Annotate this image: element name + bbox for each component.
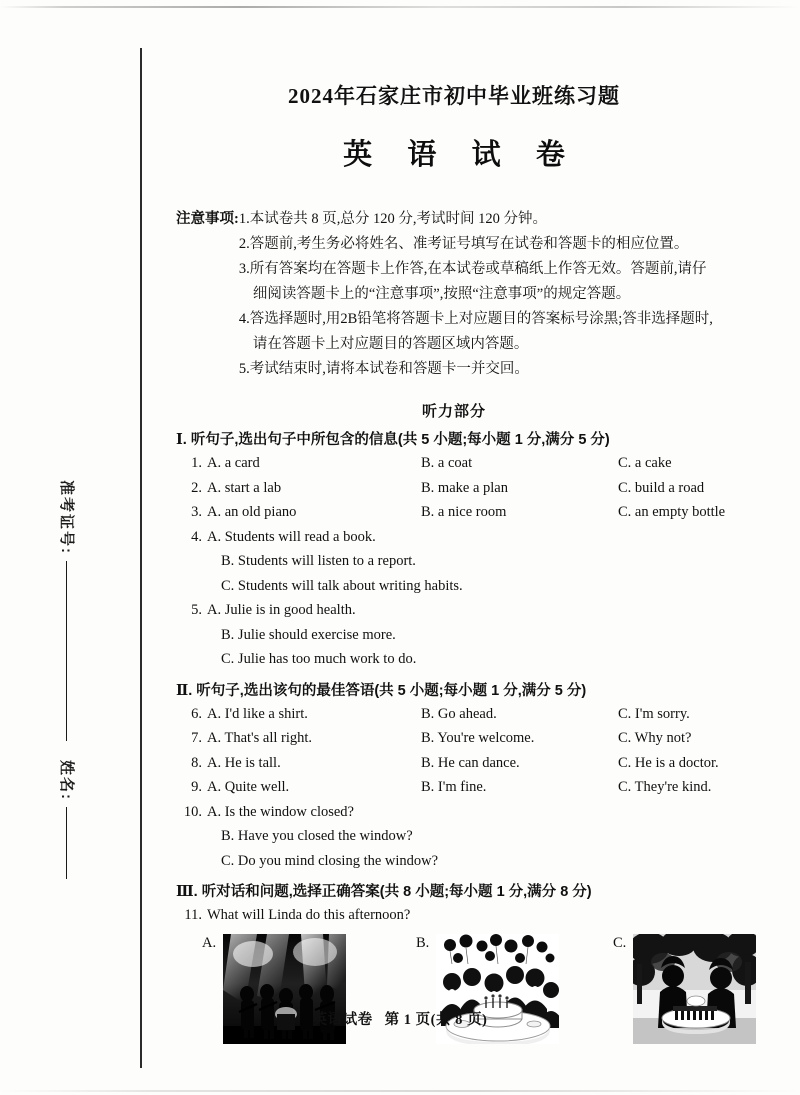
question-row bbox=[176, 451, 732, 476]
question-number: 5. bbox=[191, 602, 202, 618]
question-row bbox=[176, 726, 732, 751]
option-c[interactable]: C. He is a doctor. bbox=[618, 754, 719, 771]
instruction-item bbox=[239, 257, 732, 282]
option-a[interactable]: A. He is tall. bbox=[207, 754, 281, 771]
instructions-list bbox=[239, 207, 732, 382]
section-title-3: . 听对话和问题,选择正确答案(共 8 小题;每小题 1 分,满分 8 分) bbox=[193, 884, 592, 900]
question-row bbox=[176, 500, 732, 525]
exam-number-rule bbox=[66, 561, 67, 741]
option-c[interactable]: C. Julie has too much work to do. bbox=[221, 651, 417, 667]
option-b[interactable]: B. I'm fine. bbox=[421, 779, 487, 795]
instruction-text: 答选择题时,用2B铅笔将答题卡上对应题目的答案标号涂黑;答非选择题时, bbox=[249, 311, 713, 327]
instruction-item bbox=[239, 232, 732, 257]
binding-seal-line bbox=[140, 48, 142, 1068]
instruction-text: 所有答案均在答题卡上作答,在本试卷或草稿纸上作答无效。答题前,请仔 bbox=[249, 261, 707, 277]
exam-content bbox=[176, 0, 732, 1044]
picture-letter-b: B. bbox=[416, 934, 430, 951]
section-title-1: . 听句子,选出句子中所包含的信息(共 5 小题;每小题 1 分,满分 5 分) bbox=[182, 432, 610, 448]
page-footer bbox=[0, 1008, 800, 1029]
student-name-field[interactable] bbox=[57, 760, 78, 879]
instructions-block bbox=[176, 207, 732, 382]
instruction-continuation: 细阅读答题卡上的“注意事项”,按照“注意事项”的规定答题。 bbox=[252, 286, 631, 302]
option-a[interactable]: A. start a lab bbox=[207, 479, 282, 496]
section-title-2: . 听句子,选出该句的最佳答语(共 5 小题;每小题 1 分,满分 5 分) bbox=[188, 682, 587, 699]
question-number: 4. bbox=[191, 528, 202, 545]
option-c[interactable]: C. Why not? bbox=[618, 730, 692, 746]
question-number: 6. bbox=[191, 705, 202, 722]
footer-page-number: 第 1 页(共 8 页) bbox=[384, 1012, 488, 1028]
option-b[interactable]: B. a nice room bbox=[421, 504, 507, 520]
option-a[interactable]: A. an old piano bbox=[207, 504, 297, 520]
instruction-item bbox=[239, 207, 732, 232]
footer-subject: 英语试卷 bbox=[312, 1012, 373, 1028]
option-c[interactable]: C. I'm sorry. bbox=[618, 705, 690, 722]
instruction-continuation: 请在答题卡上对应题目的答题区域内答题。 bbox=[252, 336, 529, 352]
instruction-item bbox=[239, 357, 732, 382]
option-b[interactable]: B. a coat bbox=[421, 455, 473, 471]
question-number: 7. bbox=[191, 730, 202, 746]
picture-letter-c: C. bbox=[613, 934, 627, 951]
option-b[interactable]: B. Julie should exercise more. bbox=[221, 626, 396, 643]
instructions-label: 注意事项: bbox=[176, 211, 239, 227]
instruction-item bbox=[239, 307, 732, 332]
option-c[interactable]: C. a cake bbox=[618, 455, 672, 471]
instruction-text: 答题前,考生务必将姓名、准考证号填写在试卷和答题卡的相应位置。 bbox=[249, 236, 689, 252]
option-a[interactable]: A. Is the window closed? bbox=[207, 803, 354, 820]
option-c[interactable]: C. They're kind. bbox=[618, 779, 712, 795]
listening-part-heading: 听力部分 bbox=[421, 403, 486, 420]
option-b[interactable]: B. Go ahead. bbox=[421, 705, 497, 722]
instruction-text: 本试卷共 8 页,总分 120 分,考试时间 120 分钟。 bbox=[249, 211, 547, 227]
question-row bbox=[176, 476, 732, 501]
option-b[interactable]: B. He can dance. bbox=[421, 754, 520, 771]
section-heading-1 bbox=[176, 428, 732, 449]
option-a[interactable]: A. Quite well. bbox=[207, 779, 290, 795]
instruction-number: 5. bbox=[238, 361, 250, 377]
instruction-number: 1. bbox=[238, 211, 250, 227]
option-b[interactable]: B. make a plan bbox=[421, 479, 508, 496]
option-a[interactable]: A. Julie is in good health. bbox=[207, 602, 356, 618]
section-numeral-2: Ⅱ bbox=[176, 682, 189, 699]
section-numeral-1: Ⅰ bbox=[176, 432, 183, 448]
option-c[interactable]: C. an empty bottle bbox=[618, 504, 726, 520]
question-number: 3. bbox=[191, 504, 202, 520]
question-row bbox=[176, 751, 732, 776]
question-number: 9. bbox=[191, 779, 202, 795]
question-row bbox=[176, 702, 732, 727]
scan-edge-bottom bbox=[0, 1090, 800, 1092]
question-number: 8. bbox=[191, 754, 202, 771]
question-row bbox=[176, 598, 732, 672]
question-row bbox=[176, 800, 732, 874]
option-a[interactable]: A. a card bbox=[207, 455, 260, 471]
picture-letter-a: A. bbox=[202, 934, 217, 951]
section-heading-2 bbox=[176, 679, 732, 700]
instruction-text: 考试结束时,请将本试卷和答题卡一并交回。 bbox=[249, 361, 529, 377]
option-c[interactable]: C. Do you mind closing the window? bbox=[221, 852, 439, 869]
student-name-rule bbox=[66, 807, 67, 879]
question-number: 1. bbox=[191, 455, 202, 471]
question-stem: What will Linda do this afternoon? bbox=[207, 907, 411, 923]
question-number: 10. bbox=[183, 803, 202, 820]
instruction-number: 3. bbox=[238, 261, 250, 277]
section-heading-3 bbox=[176, 880, 732, 901]
option-c[interactable]: C. build a road bbox=[618, 479, 705, 496]
question-row bbox=[176, 525, 732, 599]
question-row bbox=[176, 903, 732, 928]
question-row bbox=[176, 775, 732, 800]
section-numeral-3: Ⅲ bbox=[176, 884, 194, 900]
student-name-label: 姓名: bbox=[58, 760, 75, 801]
option-a[interactable]: A. I'd like a shirt. bbox=[207, 705, 308, 722]
question-number: 2. bbox=[191, 479, 202, 496]
exam-number-label: 准考证号: bbox=[58, 480, 75, 555]
option-c[interactable]: C. Students will talk about writing habits. bbox=[221, 577, 463, 594]
option-b[interactable]: B. Students will listen to a report. bbox=[221, 553, 416, 569]
option-b[interactable]: B. Have you closed the window? bbox=[221, 828, 413, 844]
exam-number-field[interactable] bbox=[57, 480, 78, 741]
option-a[interactable]: A. Students will read a book. bbox=[207, 528, 376, 545]
option-b[interactable]: B. You're welcome. bbox=[421, 730, 535, 746]
instruction-number: 2. bbox=[238, 236, 250, 252]
question-number: 11. bbox=[184, 907, 202, 923]
instruction-number: 4. bbox=[238, 311, 250, 327]
option-a[interactable]: A. That's all right. bbox=[207, 730, 313, 746]
page-subtitle: 英 语 试 卷 bbox=[343, 139, 579, 171]
page-title: 2024年石家庄市初中毕业班练习题 bbox=[288, 84, 620, 108]
